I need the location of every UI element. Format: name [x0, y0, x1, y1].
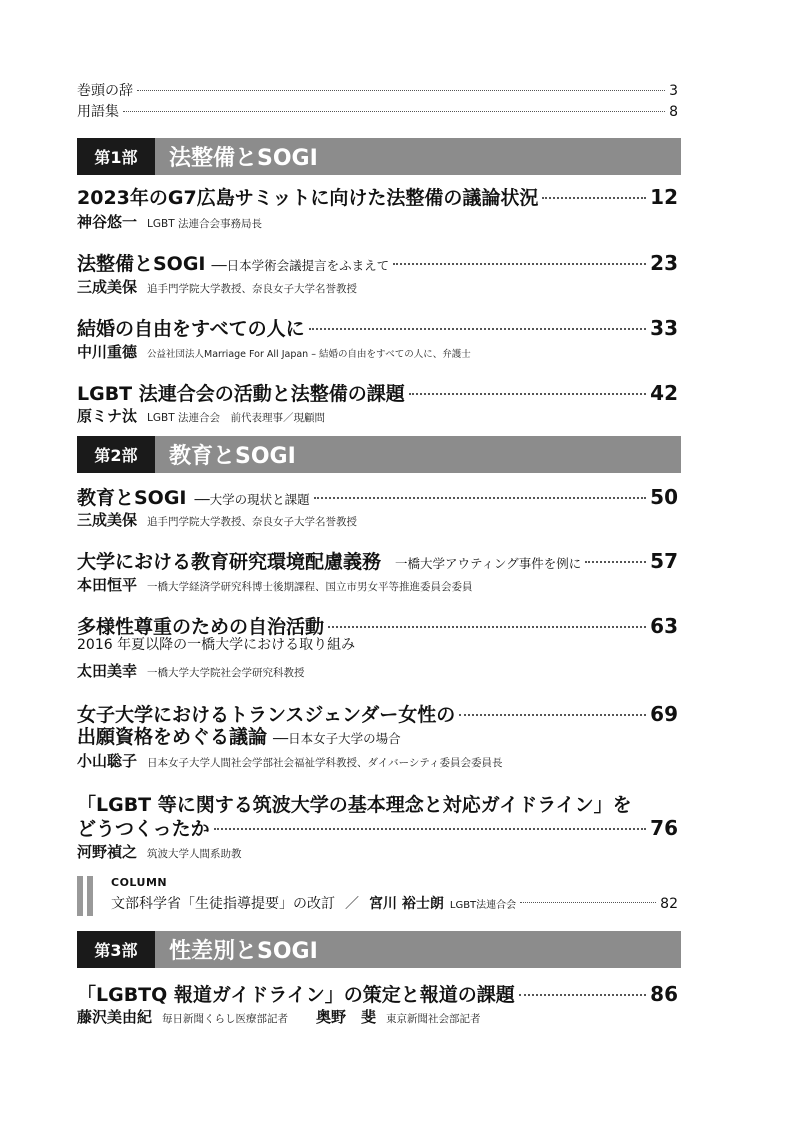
toc-title: 多様性尊重のための自治活動: [77, 616, 325, 638]
toc-entry-line2[interactable]: [77, 814, 678, 841]
toc-subtitle: ──日本学術会議提言をふまえて: [211, 258, 390, 273]
column-marker: [87, 876, 93, 916]
toc-entry-line2: [77, 722, 401, 749]
author-name: 奥野 斐: [316, 1008, 377, 1026]
part-title: 教育とSOGI: [169, 444, 296, 469]
toc-page: 86: [650, 982, 678, 1006]
author-name: 小山聡子: [77, 752, 138, 770]
toc-subtitle: ──日本女子大学の場合: [273, 731, 401, 746]
author-affiliation: 一橋大学大学院社会学研究科教授: [147, 667, 305, 679]
toc-title-line2: 出願資格をめぐる議論: [77, 726, 268, 748]
toc-page: 57: [650, 549, 678, 573]
column-entry[interactable]: [111, 893, 678, 913]
column-label: COLUMN: [111, 876, 168, 889]
leader-dots: [542, 197, 646, 199]
leader-dots: [328, 626, 646, 628]
toc-entry[interactable]: [77, 314, 678, 341]
toc-author: [77, 509, 357, 530]
toc-page: 23: [650, 251, 678, 275]
author-name: 三成美保: [77, 278, 138, 296]
leader-dots: [214, 828, 647, 830]
toc-title: LGBT 法連合会の活動と法整備の課題: [77, 383, 405, 405]
toc-page: 76: [650, 816, 678, 840]
toc-author: [77, 750, 503, 771]
column-separator: ／: [345, 896, 359, 912]
column-title: 文部科学省「生徒指導提要」の改訂: [111, 896, 335, 912]
toc-title: 巻頭の辞: [77, 83, 133, 99]
toc-title: 「LGBT 等に関する筑波大学の基本理念と対応ガイドライン」を: [77, 794, 632, 816]
toc-author: [77, 660, 305, 681]
toc-page: 50: [650, 485, 678, 509]
toc-author: [77, 841, 242, 862]
part-label: 第1部: [77, 138, 155, 175]
toc-page: 8: [669, 104, 678, 120]
toc-page: 33: [650, 316, 678, 340]
author-affiliation: 公益社団法人Marriage For All Japan – 結婚の自由をすべての人に、弁護士: [147, 349, 471, 360]
toc-title: 大学における教育研究環境配慮義務: [77, 551, 382, 573]
toc-title: 用語集: [77, 104, 119, 120]
toc-author: [77, 211, 262, 232]
toc-title-line2: 2016 年夏以降の一橋大学における取り組み: [77, 637, 356, 653]
toc-row-glossary[interactable]: [77, 101, 678, 121]
toc-title: 2023年のG7広島サミットに向けた法整備の議論状況: [77, 187, 539, 209]
toc-page: 12: [650, 185, 678, 209]
toc-page: 3: [669, 83, 678, 99]
toc-title: 法整備とSOGI: [77, 253, 206, 275]
leader-dots: [459, 714, 646, 716]
author-name: 原ミナ汰: [77, 407, 138, 425]
toc-entry[interactable]: [77, 379, 678, 406]
leader-dots: [137, 90, 665, 91]
leader-dots: [585, 561, 646, 563]
toc-title: 教育とSOGI: [77, 487, 187, 509]
author-name: 三成美保: [77, 511, 138, 529]
author-affiliation: LGBT 法連合会事務局長: [147, 218, 262, 230]
author-affiliation: 毎日新聞くらし医療部記者: [162, 1013, 289, 1025]
part-label: 第3部: [77, 931, 155, 968]
toc-subtitle: 一橋大学アウティング事件を例に: [395, 556, 582, 571]
toc-entry[interactable]: [77, 183, 678, 210]
leader-dots: [309, 328, 647, 330]
toc-entry[interactable]: [77, 980, 678, 1007]
author-affiliation: 日本女子大学人間社会学部社会福祉学科教授、ダイバーシティ委員会委員長: [147, 757, 503, 769]
toc-author: [77, 276, 357, 297]
toc-author: [77, 405, 325, 426]
toc-title: 「LGBTQ 報道ガイドライン」の策定と報道の課題: [77, 984, 515, 1006]
toc-author: [77, 341, 471, 362]
leader-dots: [520, 902, 656, 903]
toc-page: 42: [650, 381, 678, 405]
part-header-2: [77, 436, 681, 473]
author-affiliation: 追手門学院大学教授、奈良女子大学名誉教授: [147, 516, 358, 528]
column-marker: [77, 876, 83, 916]
toc-page: 69: [650, 702, 678, 726]
toc-entry[interactable]: [77, 249, 678, 276]
author-name: 神谷悠一: [77, 213, 138, 231]
part-title: 性差別とSOGI: [169, 939, 318, 964]
toc-page: 63: [650, 614, 678, 638]
author-name: 太田美幸: [77, 662, 138, 680]
author-name: 藤沢美由紀: [77, 1008, 153, 1026]
toc-author: [77, 1006, 481, 1027]
toc-entry[interactable]: [77, 790, 632, 817]
toc-title: 女子大学におけるトランスジェンダー女性の: [77, 704, 456, 726]
column-page: 82: [660, 896, 678, 912]
author-name: 中川重德: [77, 343, 138, 361]
part-header-1: [77, 138, 681, 175]
author-affiliation: 東京新聞社会部記者: [386, 1013, 481, 1025]
author-affiliation: 筑波大学人間系助教: [147, 848, 242, 860]
column-affiliation: LGBT法連合会: [449, 900, 517, 911]
toc-title-line2: どうつくったか: [77, 818, 210, 840]
part-title: 法整備とSOGI: [169, 146, 318, 171]
author-affiliation: 一橋大学経済学研究科博士後期課程、国立市男女平等推進委員会委員: [147, 581, 473, 593]
toc-title: 結婚の自由をすべての人に: [77, 318, 305, 340]
author-affiliation: 追手門学院大学教授、奈良女子大学名誉教授: [147, 283, 358, 295]
author-affiliation: LGBT 法連合会 前代表理事／現顧問: [147, 412, 325, 424]
toc-entry[interactable]: [77, 483, 678, 510]
column-author: 宮川 裕士朗: [369, 896, 444, 912]
leader-dots: [409, 393, 646, 395]
part-label: 第2部: [77, 436, 155, 473]
part-header-3: [77, 931, 681, 968]
toc-row-foreword[interactable]: [77, 80, 678, 100]
leader-dots: [123, 111, 665, 112]
leader-dots: [519, 994, 646, 996]
toc-subtitle: ──大学の現状と課題: [194, 492, 310, 507]
leader-dots: [314, 497, 647, 499]
author-name: 河野禎之: [77, 843, 138, 861]
toc-entry[interactable]: [77, 547, 678, 574]
leader-dots: [393, 263, 646, 265]
toc-author: [77, 574, 473, 595]
author-name: 本田恒平: [77, 576, 138, 594]
